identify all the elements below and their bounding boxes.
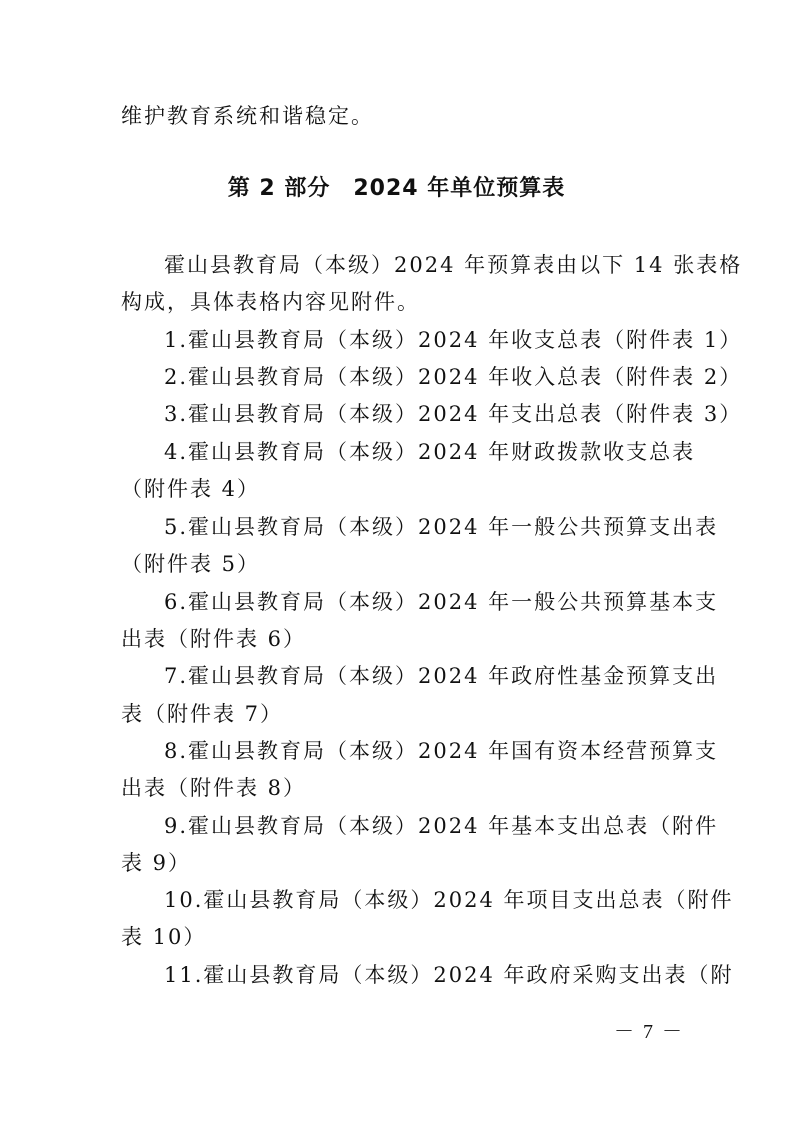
list-item: 4.霍山县教育局（本级）2024 年财政拨款收支总表 bbox=[164, 440, 696, 464]
section-heading: 第 2 部分 2024 年单位预算表 bbox=[227, 176, 566, 201]
list-item: 3.霍山县教育局（本级）2024 年支出总表（附件表 3） bbox=[164, 402, 743, 426]
list-item: 5.霍山县教育局（本级）2024 年一般公共预算支出表 bbox=[164, 515, 719, 539]
list-item: 2.霍山县教育局（本级）2024 年收入总表（附件表 2） bbox=[164, 365, 743, 389]
intro-line: 构成，具体表格内容见附件。 bbox=[121, 290, 420, 314]
list-item: 1.霍山县教育局（本级）2024 年收支总表（附件表 1） bbox=[164, 328, 743, 352]
list-item: 9.霍山县教育局（本级）2024 年基本支出总表（附件 bbox=[164, 814, 719, 838]
paragraph-line: 维护教育系统和谐稳定。 bbox=[121, 104, 374, 128]
list-item: 6.霍山县教育局（本级）2024 年一般公共预算基本支 bbox=[164, 590, 719, 614]
list-item-continuation: 出表（附件表 8） bbox=[121, 776, 307, 800]
list-item: 8.霍山县教育局（本级）2024 年国有资本经营预算支 bbox=[164, 739, 719, 763]
page-number: － 7 － bbox=[614, 1021, 684, 1043]
list-item: 7.霍山县教育局（本级）2024 年政府性基金预算支出 bbox=[164, 664, 719, 688]
intro-line: 霍山县教育局（本级）2024 年预算表由以下 14 张表格 bbox=[164, 253, 743, 277]
list-item-continuation: （附件表 4） bbox=[121, 477, 261, 501]
list-item: 11.霍山县教育局（本级）2024 年政府采购支出表（附 bbox=[164, 963, 734, 987]
list-item-continuation: 出表（附件表 6） bbox=[121, 627, 307, 651]
list-item-continuation: 表 9） bbox=[121, 851, 192, 875]
list-item-continuation: 表（附件表 7） bbox=[121, 702, 284, 726]
list-item-continuation: （附件表 5） bbox=[121, 552, 261, 576]
list-item: 10.霍山县教育局（本级）2024 年项目支出总表（附件 bbox=[164, 888, 734, 912]
list-item-continuation: 表 10） bbox=[121, 925, 207, 949]
